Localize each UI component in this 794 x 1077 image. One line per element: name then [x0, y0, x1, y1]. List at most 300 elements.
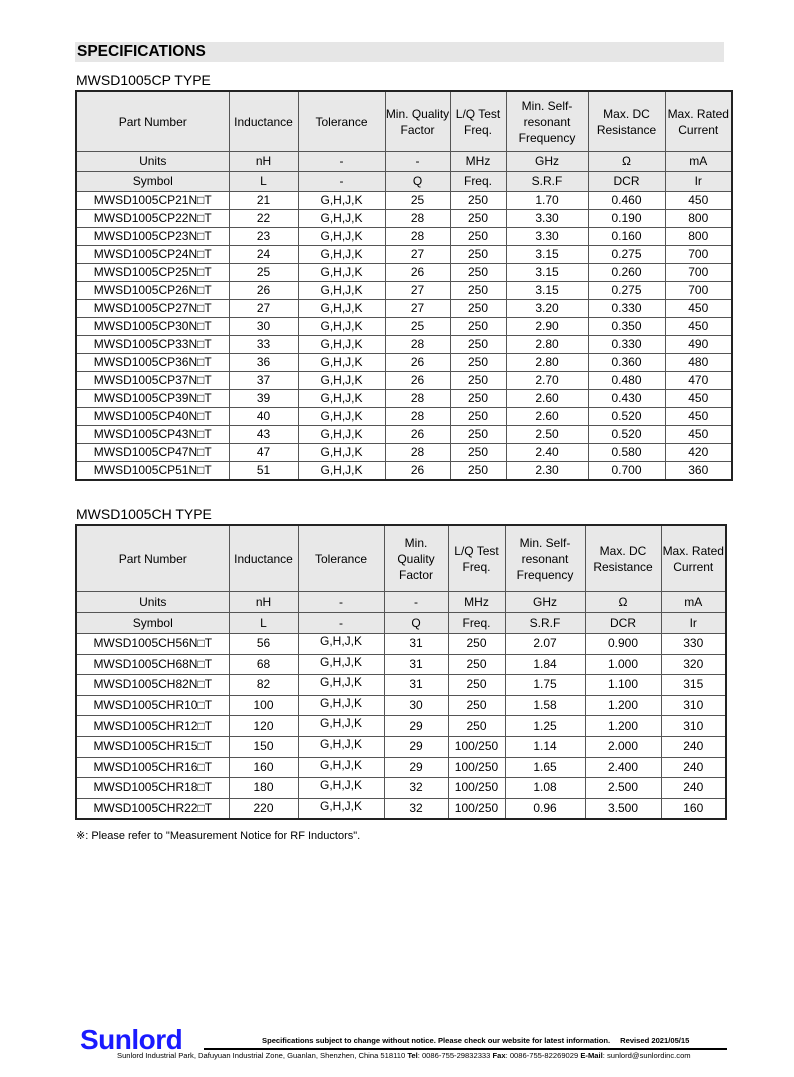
min-quality-factor-cell: 26 — [385, 372, 450, 390]
max-rated-current-cell: 330 — [661, 634, 726, 655]
max-rated-current-cell: 360 — [665, 462, 732, 481]
units-row-cell: nH — [229, 152, 298, 172]
lq-test-freq-cell: 250 — [450, 390, 506, 408]
units-row-cell: - — [384, 592, 448, 613]
min-srf-cell: 1.14 — [505, 736, 585, 757]
symbol-row — [76, 172, 732, 192]
min-srf-cell: 3.15 — [506, 264, 588, 282]
min-quality-factor-cell: 32 — [384, 798, 448, 819]
min-srf-cell: 2.70 — [506, 372, 588, 390]
symbol-row-cell: Freq. — [450, 172, 506, 192]
email[interactable]: : sunlord@sunlordinc.com — [602, 1051, 691, 1060]
units-row-cell: - — [298, 592, 384, 613]
max-rated-current-cell: 310 — [661, 695, 726, 716]
min-quality-factor-cell: 31 — [384, 654, 448, 675]
min-quality-factor-cell: 28 — [385, 228, 450, 246]
min-quality-factor-cell: 29 — [384, 757, 448, 778]
lq-test-freq-cell: 250 — [450, 426, 506, 444]
part-number-cell: MWSD1005CP51N□T — [76, 462, 229, 481]
inductance-cell: 33 — [229, 336, 298, 354]
min-srf-cell: 2.80 — [506, 354, 588, 372]
tolerance-cell: G,H,J,K — [298, 336, 385, 354]
tel-label: Tel — [407, 1051, 418, 1060]
max-rated-current-cell: 240 — [661, 736, 726, 757]
part-number-cell: MWSD1005CP25N□T — [76, 264, 229, 282]
fax-label: Fax — [492, 1051, 506, 1060]
min-srf-cell: 2.60 — [506, 408, 588, 426]
min-quality-factor-cell: 28 — [385, 210, 450, 228]
max-rated-current-cell: 450 — [665, 318, 732, 336]
header-part-number: Part Number — [76, 91, 229, 152]
table-row — [76, 228, 732, 246]
symbol-row — [76, 613, 726, 634]
inductance-cell: 160 — [229, 757, 298, 778]
max-rated-current-cell: 480 — [665, 354, 732, 372]
lq-test-freq-cell: 250 — [450, 408, 506, 426]
lq-test-freq-cell: 250 — [450, 192, 506, 210]
tolerance-cell: G,H,J,K — [298, 372, 385, 390]
max-rated-current-cell: 320 — [661, 654, 726, 675]
lq-test-freq-cell: 250 — [450, 462, 506, 481]
max-dcr-cell: 0.360 — [588, 354, 665, 372]
cp-spec-table — [75, 90, 733, 481]
part-number-cell: MWSD1005CHR22□T — [76, 798, 229, 819]
tolerance-cell: G,H,J,K — [298, 798, 384, 819]
inductance-cell: 150 — [229, 736, 298, 757]
min-srf-cell: 3.20 — [506, 300, 588, 318]
table-row — [76, 444, 732, 462]
part-number-cell: MWSD1005CHR18□T — [76, 778, 229, 799]
part-number-cell: MWSD1005CP36N□T — [76, 354, 229, 372]
tolerance-cell: G,H,J,K — [298, 695, 384, 716]
inductance-cell: 25 — [229, 264, 298, 282]
units-row-cell: Ω — [588, 152, 665, 172]
max-dcr-cell: 2.000 — [585, 736, 661, 757]
units-row-cell: Ω — [585, 592, 661, 613]
part-number-cell: MWSD1005CP21N□T — [76, 192, 229, 210]
min-quality-factor-cell: 26 — [385, 354, 450, 372]
min-srf-cell: 1.70 — [506, 192, 588, 210]
max-dcr-cell: 0.430 — [588, 390, 665, 408]
tolerance-cell: G,H,J,K — [298, 426, 385, 444]
min-srf-cell: 2.07 — [505, 634, 585, 655]
part-number-cell: MWSD1005CH82N□T — [76, 675, 229, 696]
section-title: SPECIFICATIONS — [77, 43, 206, 60]
cp-type-title: MWSD1005CP TYPE — [76, 72, 211, 88]
cp-table-body — [76, 91, 732, 480]
max-dcr-cell: 0.260 — [588, 264, 665, 282]
header-lq-test-freq: L/Q Test Freq. — [448, 525, 505, 592]
header-min-srf: Min. Self-resonant Frequency — [505, 525, 585, 592]
table-row — [76, 390, 732, 408]
symbol-row-cell: DCR — [588, 172, 665, 192]
tolerance-cell: G,H,J,K — [298, 246, 385, 264]
header-tolerance: Tolerance — [298, 91, 385, 152]
inductance-cell: 47 — [229, 444, 298, 462]
part-number-cell: MWSD1005CP47N□T — [76, 444, 229, 462]
min-quality-factor-cell: 28 — [385, 408, 450, 426]
max-rated-current-cell: 240 — [661, 778, 726, 799]
symbol-row-cell: - — [298, 172, 385, 192]
lq-test-freq-cell: 250 — [450, 246, 506, 264]
header-min-quality-factor: Min. Quality Factor — [385, 91, 450, 152]
min-quality-factor-cell: 28 — [385, 390, 450, 408]
lq-test-freq-cell: 250 — [450, 336, 506, 354]
part-number-cell: MWSD1005CP37N□T — [76, 372, 229, 390]
tolerance-cell: G,H,J,K — [298, 210, 385, 228]
part-number-cell: MWSD1005CH56N□T — [76, 634, 229, 655]
tolerance-cell: G,H,J,K — [298, 444, 385, 462]
table-row — [76, 462, 732, 481]
max-dcr-cell: 0.160 — [588, 228, 665, 246]
sunlord-logo: Sunlord — [80, 1024, 183, 1055]
revised-date: Revised 2021/05/15 — [620, 1036, 690, 1045]
min-quality-factor-cell: 27 — [385, 282, 450, 300]
max-dcr-cell: 0.330 — [588, 336, 665, 354]
part-number-cell: MWSD1005CP22N□T — [76, 210, 229, 228]
part-number-cell: MWSD1005CHR12□T — [76, 716, 229, 737]
lq-test-freq-cell: 250 — [448, 654, 505, 675]
max-dcr-cell: 0.190 — [588, 210, 665, 228]
inductance-cell: 56 — [229, 634, 298, 655]
min-srf-cell: 1.58 — [505, 695, 585, 716]
inductance-cell: 180 — [229, 778, 298, 799]
max-dcr-cell: 0.460 — [588, 192, 665, 210]
max-rated-current-cell: 450 — [665, 408, 732, 426]
header-max-rated-current: Max. Rated Current — [665, 91, 732, 152]
symbol-row-cell: L — [229, 613, 298, 634]
tolerance-cell: G,H,J,K — [298, 192, 385, 210]
max-dcr-cell: 1.100 — [585, 675, 661, 696]
max-dcr-cell: 1.200 — [585, 695, 661, 716]
tolerance-cell: G,H,J,K — [298, 300, 385, 318]
inductance-cell: 23 — [229, 228, 298, 246]
lq-test-freq-cell: 250 — [450, 318, 506, 336]
min-srf-cell: 1.25 — [505, 716, 585, 737]
min-srf-cell: 1.65 — [505, 757, 585, 778]
max-dcr-cell: 2.400 — [585, 757, 661, 778]
inductance-cell: 22 — [229, 210, 298, 228]
header-inductance: Inductance — [229, 525, 298, 592]
tolerance-cell: G,H,J,K — [298, 408, 385, 426]
max-rated-current-cell: 700 — [665, 282, 732, 300]
min-srf-cell: 3.15 — [506, 246, 588, 264]
table-row — [76, 192, 732, 210]
min-srf-cell: 2.50 — [506, 426, 588, 444]
header-inductance: Inductance — [229, 91, 298, 152]
tolerance-cell: G,H,J,K — [298, 282, 385, 300]
min-quality-factor-cell: 28 — [385, 336, 450, 354]
lq-test-freq-cell: 250 — [450, 282, 506, 300]
units-row-cell: mA — [661, 592, 726, 613]
header-min-srf: Min. Self-resonant Frequency — [506, 91, 588, 152]
min-quality-factor-cell: 26 — [385, 426, 450, 444]
max-rated-current-cell: 450 — [665, 300, 732, 318]
tolerance-cell: G,H,J,K — [298, 757, 384, 778]
min-quality-factor-cell: 27 — [385, 300, 450, 318]
part-number-cell: MWSD1005CP27N□T — [76, 300, 229, 318]
inductance-cell: 36 — [229, 354, 298, 372]
footer-disclaimer — [262, 1036, 689, 1045]
part-number-cell: MWSD1005CH68N□T — [76, 654, 229, 675]
table-row — [76, 282, 732, 300]
table-row — [76, 210, 732, 228]
min-srf-cell: 2.90 — [506, 318, 588, 336]
tolerance-cell: G,H,J,K — [298, 634, 384, 655]
disclaimer-text: Specifications subject to change without notice. Please check our website for latest information. — [262, 1036, 611, 1045]
min-quality-factor-cell: 29 — [384, 716, 448, 737]
max-rated-current-cell: 160 — [661, 798, 726, 819]
inductance-cell: 68 — [229, 654, 298, 675]
ch-spec-table — [75, 524, 727, 820]
max-rated-current-cell: 450 — [665, 390, 732, 408]
max-rated-current-cell: 700 — [665, 264, 732, 282]
table-row — [76, 778, 726, 799]
max-dcr-cell: 0.520 — [588, 426, 665, 444]
table-row — [76, 336, 732, 354]
lq-test-freq-cell: 250 — [450, 264, 506, 282]
symbol-row-cell: DCR — [585, 613, 661, 634]
units-row — [76, 592, 726, 613]
tolerance-cell: G,H,J,K — [298, 736, 384, 757]
units-row — [76, 152, 732, 172]
min-quality-factor-cell: 27 — [385, 246, 450, 264]
inductance-cell: 21 — [229, 192, 298, 210]
symbol-row-cell: Q — [384, 613, 448, 634]
units-row-cell: nH — [229, 592, 298, 613]
part-number-cell: MWSD1005CHR10□T — [76, 695, 229, 716]
table-row — [76, 757, 726, 778]
lq-test-freq-cell: 250 — [448, 716, 505, 737]
header-max-dcr: Max. DC Resistance — [585, 525, 661, 592]
units-row-cell: GHz — [506, 152, 588, 172]
symbol-row-cell: Freq. — [448, 613, 505, 634]
lq-test-freq-cell: 250 — [448, 695, 505, 716]
min-srf-cell: 3.15 — [506, 282, 588, 300]
max-dcr-cell: 3.500 — [585, 798, 661, 819]
lq-test-freq-cell: 250 — [450, 372, 506, 390]
min-srf-cell: 2.30 — [506, 462, 588, 481]
inductance-cell: 24 — [229, 246, 298, 264]
symbol-row-cell: S.R.F — [506, 172, 588, 192]
address: Sunlord Industrial Park, Dafuyuan Industrial Zone, Guanlan, Shenzhen, China 518110 — [117, 1051, 406, 1060]
lq-test-freq-cell: 100/250 — [448, 736, 505, 757]
part-number-cell: MWSD1005CHR16□T — [76, 757, 229, 778]
table-row — [76, 426, 732, 444]
max-rated-current-cell: 800 — [665, 210, 732, 228]
footer-divider — [204, 1048, 727, 1050]
min-quality-factor-cell: 29 — [384, 736, 448, 757]
min-quality-factor-cell: 25 — [385, 192, 450, 210]
max-dcr-cell: 0.275 — [588, 246, 665, 264]
min-quality-factor-cell: 32 — [384, 778, 448, 799]
part-number-cell: MWSD1005CHR15□T — [76, 736, 229, 757]
tolerance-cell: G,H,J,K — [298, 390, 385, 408]
table-row — [76, 634, 726, 655]
table-row — [76, 798, 726, 819]
inductance-cell: 26 — [229, 282, 298, 300]
symbol-row-cell: L — [229, 172, 298, 192]
units-row-cell: MHz — [450, 152, 506, 172]
part-number-cell: MWSD1005CP23N□T — [76, 228, 229, 246]
symbol-row-cell: Ir — [665, 172, 732, 192]
table-row — [76, 716, 726, 737]
inductance-cell: 43 — [229, 426, 298, 444]
lq-test-freq-cell: 100/250 — [448, 757, 505, 778]
tolerance-cell: G,H,J,K — [298, 778, 384, 799]
header-part-number: Part Number — [76, 525, 229, 592]
inductance-cell: 40 — [229, 408, 298, 426]
table-row — [76, 675, 726, 696]
header-min-quality-factor: Min. Quality Factor — [384, 525, 448, 592]
table-row — [76, 736, 726, 757]
min-quality-factor-cell: 25 — [385, 318, 450, 336]
lq-test-freq-cell: 250 — [448, 675, 505, 696]
part-number-cell: MWSD1005CP24N□T — [76, 246, 229, 264]
max-rated-current-cell: 470 — [665, 372, 732, 390]
min-quality-factor-cell: 26 — [385, 462, 450, 481]
max-dcr-cell: 1.000 — [585, 654, 661, 675]
min-srf-cell: 3.30 — [506, 210, 588, 228]
inductance-cell: 51 — [229, 462, 298, 481]
min-quality-factor-cell: 31 — [384, 634, 448, 655]
inductance-cell: 82 — [229, 675, 298, 696]
max-dcr-cell: 0.275 — [588, 282, 665, 300]
header-max-dcr: Max. DC Resistance — [588, 91, 665, 152]
header-row — [76, 525, 726, 592]
part-number-cell: MWSD1005CP40N□T — [76, 408, 229, 426]
header-max-rated-current: Max. Rated Current — [661, 525, 726, 592]
footer-contact — [117, 1051, 691, 1060]
units-row-cell: mA — [665, 152, 732, 172]
inductance-cell: 27 — [229, 300, 298, 318]
min-srf-cell: 1.08 — [505, 778, 585, 799]
measurement-note: ※: Please refer to "Measurement Notice for RF Inductors". — [76, 830, 361, 842]
ch-table-body — [76, 525, 726, 819]
lq-test-freq-cell: 250 — [450, 210, 506, 228]
lq-test-freq-cell: 250 — [448, 634, 505, 655]
max-rated-current-cell: 315 — [661, 675, 726, 696]
part-number-cell: MWSD1005CP39N□T — [76, 390, 229, 408]
table-row — [76, 300, 732, 318]
part-number-cell: MWSD1005CP43N□T — [76, 426, 229, 444]
units-row-cell: Units — [76, 592, 229, 613]
header-row — [76, 91, 732, 152]
tolerance-cell: G,H,J,K — [298, 675, 384, 696]
max-dcr-cell: 0.700 — [588, 462, 665, 481]
lq-test-freq-cell: 100/250 — [448, 778, 505, 799]
table-row — [76, 354, 732, 372]
max-dcr-cell: 0.480 — [588, 372, 665, 390]
max-dcr-cell: 0.900 — [585, 634, 661, 655]
table-row — [76, 695, 726, 716]
max-rated-current-cell: 310 — [661, 716, 726, 737]
symbol-row-cell: Ir — [661, 613, 726, 634]
lq-test-freq-cell: 250 — [450, 354, 506, 372]
symbol-row-cell: - — [298, 613, 384, 634]
symbol-row-cell: Symbol — [76, 613, 229, 634]
inductance-cell: 37 — [229, 372, 298, 390]
units-row-cell: Units — [76, 152, 229, 172]
min-quality-factor-cell: 31 — [384, 675, 448, 696]
min-srf-cell: 1.84 — [505, 654, 585, 675]
max-dcr-cell: 0.350 — [588, 318, 665, 336]
max-rated-current-cell: 420 — [665, 444, 732, 462]
max-rated-current-cell: 700 — [665, 246, 732, 264]
inductance-cell: 39 — [229, 390, 298, 408]
inductance-cell: 100 — [229, 695, 298, 716]
max-dcr-cell: 0.330 — [588, 300, 665, 318]
inductance-cell: 30 — [229, 318, 298, 336]
min-quality-factor-cell: 28 — [385, 444, 450, 462]
min-srf-cell: 2.40 — [506, 444, 588, 462]
fax: : 0086-755-82269029 — [505, 1051, 579, 1060]
table-row — [76, 264, 732, 282]
table-row — [76, 318, 732, 336]
ch-type-title: MWSD1005CH TYPE — [76, 506, 212, 522]
min-srf-cell: 2.60 — [506, 390, 588, 408]
table-row — [76, 246, 732, 264]
min-quality-factor-cell: 30 — [384, 695, 448, 716]
units-row-cell: - — [385, 152, 450, 172]
header-lq-test-freq: L/Q Test Freq. — [450, 91, 506, 152]
max-dcr-cell: 2.500 — [585, 778, 661, 799]
min-quality-factor-cell: 26 — [385, 264, 450, 282]
max-dcr-cell: 0.580 — [588, 444, 665, 462]
part-number-cell: MWSD1005CP30N□T — [76, 318, 229, 336]
tel: : 0086-755-29832333 — [417, 1051, 491, 1060]
max-rated-current-cell: 800 — [665, 228, 732, 246]
units-row-cell: - — [298, 152, 385, 172]
symbol-row-cell: Symbol — [76, 172, 229, 192]
units-row-cell: GHz — [505, 592, 585, 613]
units-row-cell: MHz — [448, 592, 505, 613]
inductance-cell: 220 — [229, 798, 298, 819]
max-dcr-cell: 1.200 — [585, 716, 661, 737]
symbol-row-cell: S.R.F — [505, 613, 585, 634]
table-row — [76, 372, 732, 390]
tolerance-cell: G,H,J,K — [298, 318, 385, 336]
min-srf-cell: 1.75 — [505, 675, 585, 696]
tolerance-cell: G,H,J,K — [298, 716, 384, 737]
lq-test-freq-cell: 100/250 — [448, 798, 505, 819]
inductance-cell: 120 — [229, 716, 298, 737]
tolerance-cell: G,H,J,K — [298, 354, 385, 372]
email-label: E-Mail — [580, 1051, 603, 1060]
min-srf-cell: 2.80 — [506, 336, 588, 354]
part-number-cell: MWSD1005CP26N□T — [76, 282, 229, 300]
tolerance-cell: G,H,J,K — [298, 264, 385, 282]
table-row — [76, 408, 732, 426]
table-row — [76, 654, 726, 675]
max-rated-current-cell: 490 — [665, 336, 732, 354]
max-dcr-cell: 0.520 — [588, 408, 665, 426]
min-srf-cell: 0.96 — [505, 798, 585, 819]
max-rated-current-cell: 450 — [665, 426, 732, 444]
lq-test-freq-cell: 250 — [450, 228, 506, 246]
min-srf-cell: 3.30 — [506, 228, 588, 246]
part-number-cell: MWSD1005CP33N□T — [76, 336, 229, 354]
lq-test-freq-cell: 250 — [450, 300, 506, 318]
lq-test-freq-cell: 250 — [450, 444, 506, 462]
max-rated-current-cell: 240 — [661, 757, 726, 778]
tolerance-cell: G,H,J,K — [298, 654, 384, 675]
symbol-row-cell: Q — [385, 172, 450, 192]
tolerance-cell: G,H,J,K — [298, 462, 385, 481]
tolerance-cell: G,H,J,K — [298, 228, 385, 246]
max-rated-current-cell: 450 — [665, 192, 732, 210]
header-tolerance: Tolerance — [298, 525, 384, 592]
